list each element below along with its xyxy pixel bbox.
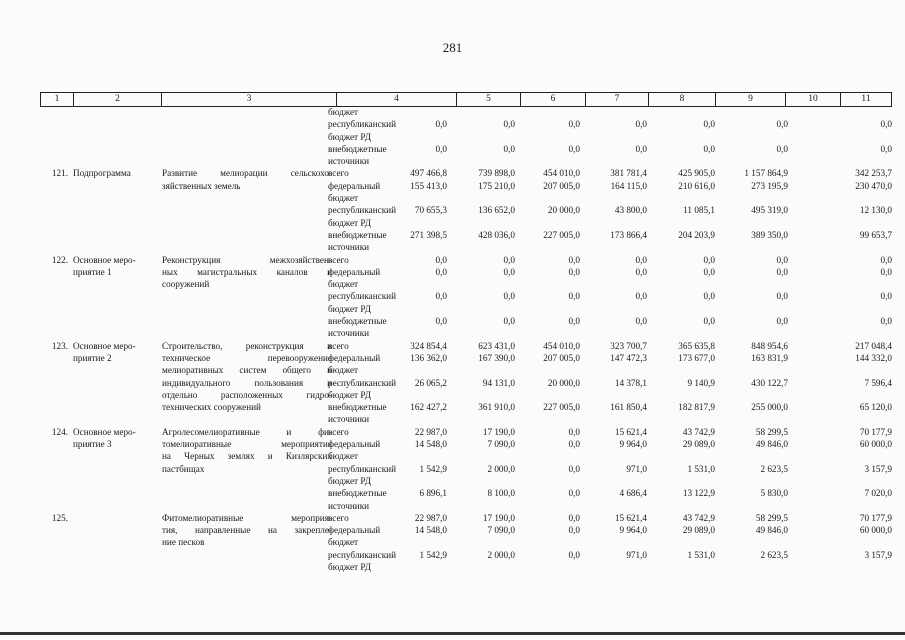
row-description: томелиоративные мероприятия <box>162 439 332 450</box>
row-value-col-11: 60 000,0 <box>859 439 892 450</box>
row-description: ние песков <box>162 537 205 548</box>
row-description: пастбищах <box>162 463 205 474</box>
table-row <box>40 155 900 167</box>
header-col-1: 1 <box>40 93 73 106</box>
row-value-col-6: 739 898,0 <box>478 168 515 179</box>
row-value-col-9: 0,0 <box>703 316 715 327</box>
row-value-col-9: 43 742,9 <box>682 426 715 437</box>
row-value-col-10: 5 830,0 <box>760 488 788 499</box>
row-value-col-8: 0,0 <box>635 316 647 327</box>
row-description: Агролесомелиоративные и фи- <box>162 426 332 437</box>
row-value-col-11: 3 157,9 <box>864 549 892 560</box>
row-value-col-9: 1 531,0 <box>687 463 715 474</box>
header-col-6: 6 <box>520 93 585 106</box>
row-value-col-5: 0,0 <box>435 119 447 130</box>
row-value-col-9: 182 817,9 <box>678 402 715 413</box>
row-funding-source: республиканский <box>328 549 397 560</box>
row-value-col-10: 255 000,0 <box>751 402 788 413</box>
row-value-col-7: 0,0 <box>568 254 580 265</box>
row-value-col-9: 0,0 <box>703 254 715 265</box>
row-value-col-9: 0,0 <box>703 291 715 302</box>
row-category: приятие 3 <box>73 439 112 450</box>
row-value-col-7: 0,0 <box>568 426 580 437</box>
row-value-col-11: 99 653,7 <box>859 229 892 240</box>
row-value-col-7: 0,0 <box>568 143 580 154</box>
row-funding-source: бюджет РД <box>328 561 372 572</box>
row-value-col-8: 0,0 <box>635 119 647 130</box>
row-value-col-8: 147 472,3 <box>610 352 647 363</box>
table-row <box>40 315 900 327</box>
row-value-col-10: 163 831,9 <box>751 352 788 363</box>
row-funding-source: бюджет <box>328 279 359 290</box>
row-funding-source: всего <box>328 168 349 179</box>
row-value-col-5: 0,0 <box>435 143 447 154</box>
page-number: 281 <box>442 40 463 55</box>
row-description: мелиоративных систем общего и <box>162 365 332 376</box>
page-bottom-edge <box>0 632 905 635</box>
row-funding-source: бюджет <box>328 193 359 204</box>
row-value-col-8: 0,0 <box>635 254 647 265</box>
row-value-col-8: 0,0 <box>635 291 647 302</box>
row-funding-source: республиканский <box>328 463 397 474</box>
row-funding-source: республиканский <box>328 377 397 388</box>
table-row <box>40 278 900 290</box>
row-funding-source: федеральный <box>328 439 381 450</box>
row-value-col-11: 7 596,4 <box>864 377 892 388</box>
table-row <box>40 463 900 475</box>
row-funding-source: внебюджетные <box>328 402 387 413</box>
row-value-col-7: 227 005,0 <box>543 229 580 240</box>
table-row <box>40 487 900 499</box>
table-row <box>40 192 900 204</box>
row-value-col-8: 381 781,4 <box>610 168 647 179</box>
row-value-col-8: 971,0 <box>626 549 647 560</box>
row-value-col-8: 971,0 <box>626 463 647 474</box>
table-row <box>40 106 900 118</box>
table-row <box>40 536 900 548</box>
header-col-7: 7 <box>585 93 648 106</box>
row-value-col-5: 22 987,0 <box>414 426 447 437</box>
row-value-col-11: 0,0 <box>880 143 892 154</box>
row-value-col-9: 29 089,0 <box>682 439 715 450</box>
row-value-col-9: 0,0 <box>703 119 715 130</box>
row-value-col-10: 0,0 <box>776 291 788 302</box>
row-value-col-10: 848 954,6 <box>751 340 788 351</box>
row-description: сооружений <box>162 279 210 290</box>
row-funding-source: бюджет РД <box>328 475 372 486</box>
row-index: 122. <box>51 254 68 265</box>
row-funding-source: внебюджетные <box>328 488 387 499</box>
row-value-col-10: 0,0 <box>776 119 788 130</box>
row-value-col-5: 22 987,0 <box>414 512 447 523</box>
row-value-col-11: 342 253,7 <box>855 168 892 179</box>
row-index: 125. <box>51 512 68 523</box>
table-row <box>40 254 900 266</box>
row-value-col-5: 0,0 <box>435 291 447 302</box>
row-value-col-5: 70 655,3 <box>414 205 447 216</box>
row-funding-source: бюджет РД <box>328 389 372 400</box>
row-value-col-7: 20 000,0 <box>547 205 580 216</box>
row-value-col-6: 0,0 <box>503 254 515 265</box>
row-value-col-7: 227 005,0 <box>543 402 580 413</box>
table-row <box>40 524 900 536</box>
row-value-col-6: 2 000,0 <box>487 549 515 560</box>
row-value-col-10: 430 122,7 <box>751 377 788 388</box>
row-value-col-7: 0,0 <box>568 463 580 474</box>
table-row <box>40 180 900 192</box>
row-funding-source: бюджет <box>328 365 359 376</box>
table-row <box>40 426 900 438</box>
table-row <box>40 438 900 450</box>
row-value-col-6: 2 000,0 <box>487 463 515 474</box>
header-col-10: 10 <box>785 93 840 106</box>
row-value-col-8: 14 378,1 <box>614 377 647 388</box>
row-value-col-10: 389 350,0 <box>751 229 788 240</box>
row-category: Основное меро- <box>73 340 136 351</box>
row-funding-source: всего <box>328 340 349 351</box>
row-value-col-11: 12 130,0 <box>859 205 892 216</box>
row-value-col-7: 20 000,0 <box>547 377 580 388</box>
row-value-col-11: 0,0 <box>880 266 892 277</box>
row-funding-source: бюджет <box>328 107 359 117</box>
row-value-col-5: 1 542,9 <box>419 549 447 560</box>
row-value-col-8: 15 621,4 <box>614 426 647 437</box>
table-row <box>40 413 900 425</box>
row-value-col-6: 94 131,0 <box>482 377 515 388</box>
table-row <box>40 549 900 561</box>
row-funding-source: федеральный <box>328 266 381 277</box>
table-header <box>40 92 892 107</box>
row-description: зяйственных земель <box>162 180 241 191</box>
table-row <box>40 340 900 352</box>
table-row <box>40 352 900 364</box>
table-row <box>40 364 900 376</box>
row-value-col-11: 70 177,9 <box>859 512 892 523</box>
row-description: индивидуального пользования и <box>162 377 332 388</box>
row-value-col-5: 1 542,9 <box>419 463 447 474</box>
row-value-col-9: 0,0 <box>703 143 715 154</box>
row-funding-source: бюджет <box>328 537 359 548</box>
row-value-col-6: 175 210,0 <box>478 180 515 191</box>
row-category: Основное меро- <box>73 254 136 265</box>
row-value-col-7: 454 010,0 <box>543 340 580 351</box>
table-row <box>40 389 900 401</box>
row-value-col-5: 6 896,1 <box>419 488 447 499</box>
row-value-col-6: 7 090,0 <box>487 525 515 536</box>
row-value-col-5: 271 398,5 <box>410 229 447 240</box>
table-row <box>40 143 900 155</box>
row-value-col-5: 136 362,0 <box>410 352 447 363</box>
row-value-col-11: 0,0 <box>880 291 892 302</box>
header-col-3: 3 <box>161 93 336 106</box>
header-col-4: 4 <box>336 93 456 106</box>
table-row <box>40 118 900 130</box>
row-value-col-11: 0,0 <box>880 254 892 265</box>
row-value-col-11: 217 048,4 <box>855 340 892 351</box>
row-value-col-10: 58 299,5 <box>755 512 788 523</box>
row-value-col-6: 7 090,0 <box>487 439 515 450</box>
row-category: Основное меро- <box>73 426 136 437</box>
row-value-col-6: 136 652,0 <box>478 205 515 216</box>
row-value-col-10: 2 623,5 <box>760 549 788 560</box>
row-funding-source: республиканский <box>328 291 397 302</box>
table-row <box>40 561 900 573</box>
row-value-col-10: 0,0 <box>776 254 788 265</box>
row-value-col-6: 0,0 <box>503 291 515 302</box>
row-value-col-9: 29 089,0 <box>682 525 715 536</box>
row-value-col-7: 0,0 <box>568 291 580 302</box>
row-index: 123. <box>51 340 68 351</box>
row-funding-source: бюджет РД <box>328 131 372 142</box>
row-value-col-7: 207 005,0 <box>543 352 580 363</box>
row-value-col-10: 273 195,9 <box>751 180 788 191</box>
row-value-col-7: 0,0 <box>568 488 580 499</box>
row-value-col-8: 164 115,0 <box>610 180 647 191</box>
table-row <box>40 204 900 216</box>
row-value-col-11: 0,0 <box>880 316 892 327</box>
table-row <box>40 167 900 179</box>
row-funding-source: бюджет <box>328 451 359 462</box>
row-value-col-7: 454 010,0 <box>543 168 580 179</box>
row-description: Реконструкция межхозяйствен- <box>162 254 332 265</box>
row-value-col-10: 49 846,0 <box>755 525 788 536</box>
row-value-col-7: 0,0 <box>568 549 580 560</box>
table-row <box>40 401 900 413</box>
table-row <box>40 131 900 143</box>
row-value-col-5: 162 427,2 <box>410 402 447 413</box>
row-funding-source: бюджет РД <box>328 217 372 228</box>
row-value-col-5: 14 548,0 <box>414 525 447 536</box>
row-category: приятие 1 <box>73 266 112 277</box>
row-value-col-10: 0,0 <box>776 316 788 327</box>
row-value-col-10: 1 157 864,9 <box>744 168 788 179</box>
row-value-col-11: 230 470,0 <box>855 180 892 191</box>
row-value-col-9: 365 635,8 <box>678 340 715 351</box>
row-description: Строительство, реконструкция и <box>162 340 332 351</box>
row-value-col-6: 167 390,0 <box>478 352 515 363</box>
table-row <box>40 327 900 339</box>
row-description: технических сооружений <box>162 402 261 413</box>
row-value-col-7: 0,0 <box>568 119 580 130</box>
row-index: 121. <box>51 168 68 179</box>
row-funding-source: источники <box>328 242 370 253</box>
row-value-col-9: 0,0 <box>703 266 715 277</box>
row-funding-source: источники <box>328 328 370 339</box>
row-description: тия, направленные на закрепле- <box>162 525 332 536</box>
row-value-col-8: 0,0 <box>635 143 647 154</box>
row-description: Развитие мелиорации сельскохо- <box>162 168 332 179</box>
row-value-col-5: 497 466,8 <box>410 168 447 179</box>
row-value-col-9: 1 531,0 <box>687 549 715 560</box>
row-value-col-9: 11 085,1 <box>683 205 715 216</box>
row-value-col-8: 0,0 <box>635 266 647 277</box>
row-value-col-11: 3 157,9 <box>864 463 892 474</box>
table-row <box>40 512 900 524</box>
table-body <box>40 106 900 573</box>
header-col-11: 11 <box>840 93 892 106</box>
row-value-col-7: 207 005,0 <box>543 180 580 191</box>
row-value-col-7: 0,0 <box>568 316 580 327</box>
row-value-col-6: 0,0 <box>503 316 515 327</box>
row-funding-source: источники <box>328 156 370 167</box>
row-description: отдельно расположенных гидро- <box>162 389 332 400</box>
row-funding-source: федеральный <box>328 180 381 191</box>
row-value-col-6: 0,0 <box>503 266 515 277</box>
table-row <box>40 217 900 229</box>
header-col-5: 5 <box>456 93 520 106</box>
row-funding-source: источники <box>328 414 370 425</box>
row-value-col-10: 495 319,0 <box>751 205 788 216</box>
row-value-col-7: 0,0 <box>568 266 580 277</box>
row-value-col-6: 8 100,0 <box>487 488 515 499</box>
row-description: ных магистральных каналов и <box>162 266 332 277</box>
row-funding-source: всего <box>328 426 349 437</box>
row-value-col-5: 0,0 <box>435 316 447 327</box>
row-value-col-11: 70 177,9 <box>859 426 892 437</box>
row-value-col-7: 0,0 <box>568 512 580 523</box>
row-funding-source: федеральный <box>328 352 381 363</box>
row-value-col-7: 0,0 <box>568 439 580 450</box>
row-value-col-8: 323 700,7 <box>610 340 647 351</box>
row-value-col-6: 0,0 <box>503 143 515 154</box>
row-funding-source: республиканский <box>328 205 397 216</box>
row-value-col-10: 0,0 <box>776 143 788 154</box>
row-value-col-11: 144 332,0 <box>855 352 892 363</box>
table-row <box>40 500 900 512</box>
row-funding-source: всего <box>328 512 349 523</box>
row-value-col-9: 425 905,0 <box>678 168 715 179</box>
table-row <box>40 241 900 253</box>
row-value-col-9: 204 203,9 <box>678 229 715 240</box>
row-value-col-10: 2 623,5 <box>760 463 788 474</box>
row-funding-source: внебюджетные <box>328 143 387 154</box>
row-value-col-8: 9 964,0 <box>619 525 647 536</box>
row-value-col-8: 161 850,4 <box>610 402 647 413</box>
row-description: на Черных землях и Кизлярских <box>162 451 332 462</box>
row-funding-source: федеральный <box>328 525 381 536</box>
table-row <box>40 475 900 487</box>
row-value-col-8: 173 866,4 <box>610 229 647 240</box>
row-value-col-7: 0,0 <box>568 525 580 536</box>
row-value-col-11: 60 000,0 <box>859 525 892 536</box>
row-category: приятие 2 <box>73 352 112 363</box>
row-value-col-9: 13 122,9 <box>682 488 715 499</box>
row-funding-source: бюджет РД <box>328 303 372 314</box>
row-description: Фитомелиоративные мероприя- <box>162 512 332 523</box>
row-value-col-6: 623 431,0 <box>478 340 515 351</box>
row-value-col-5: 0,0 <box>435 266 447 277</box>
row-value-col-8: 43 800,0 <box>614 205 647 216</box>
row-funding-source: источники <box>328 500 370 511</box>
row-value-col-9: 210 616,0 <box>678 180 715 191</box>
row-value-col-10: 49 846,0 <box>755 439 788 450</box>
row-value-col-9: 173 677,0 <box>678 352 715 363</box>
row-value-col-8: 15 621,4 <box>614 512 647 523</box>
row-index: 124. <box>51 426 68 437</box>
row-value-col-11: 65 120,0 <box>859 402 892 413</box>
row-value-col-10: 58 299,5 <box>755 426 788 437</box>
row-category: Подпрограмма <box>73 168 131 179</box>
row-value-col-6: 361 910,0 <box>478 402 515 413</box>
row-value-col-5: 26 065,2 <box>414 377 447 388</box>
row-value-col-8: 9 964,0 <box>619 439 647 450</box>
row-value-col-6: 17 190,0 <box>482 426 515 437</box>
header-col-8: 8 <box>648 93 715 106</box>
row-value-col-6: 17 190,0 <box>482 512 515 523</box>
row-value-col-5: 155 413,0 <box>410 180 447 191</box>
row-value-col-10: 0,0 <box>776 266 788 277</box>
header-col-2: 2 <box>73 93 161 106</box>
row-value-col-9: 9 140,9 <box>687 377 715 388</box>
row-description: техническое перевооружение <box>162 352 332 363</box>
row-value-col-6: 428 036,0 <box>478 229 515 240</box>
row-funding-source: всего <box>328 254 349 265</box>
table-row <box>40 229 900 241</box>
row-value-col-5: 14 548,0 <box>414 439 447 450</box>
row-value-col-5: 0,0 <box>435 254 447 265</box>
row-value-col-5: 324 854,4 <box>410 340 447 351</box>
row-value-col-9: 43 742,9 <box>682 512 715 523</box>
row-funding-source: республиканский <box>328 119 397 130</box>
table-row <box>40 266 900 278</box>
row-value-col-11: 7 020,0 <box>864 488 892 499</box>
row-value-col-11: 0,0 <box>880 119 892 130</box>
table-row <box>40 450 900 462</box>
header-col-9: 9 <box>715 93 785 106</box>
row-value-col-6: 0,0 <box>503 119 515 130</box>
table-row <box>40 377 900 389</box>
row-funding-source: внебюджетные <box>328 229 387 240</box>
table-row <box>40 303 900 315</box>
table-row <box>40 290 900 302</box>
row-funding-source: внебюджетные <box>328 316 387 327</box>
row-value-col-8: 4 686,4 <box>619 488 647 499</box>
